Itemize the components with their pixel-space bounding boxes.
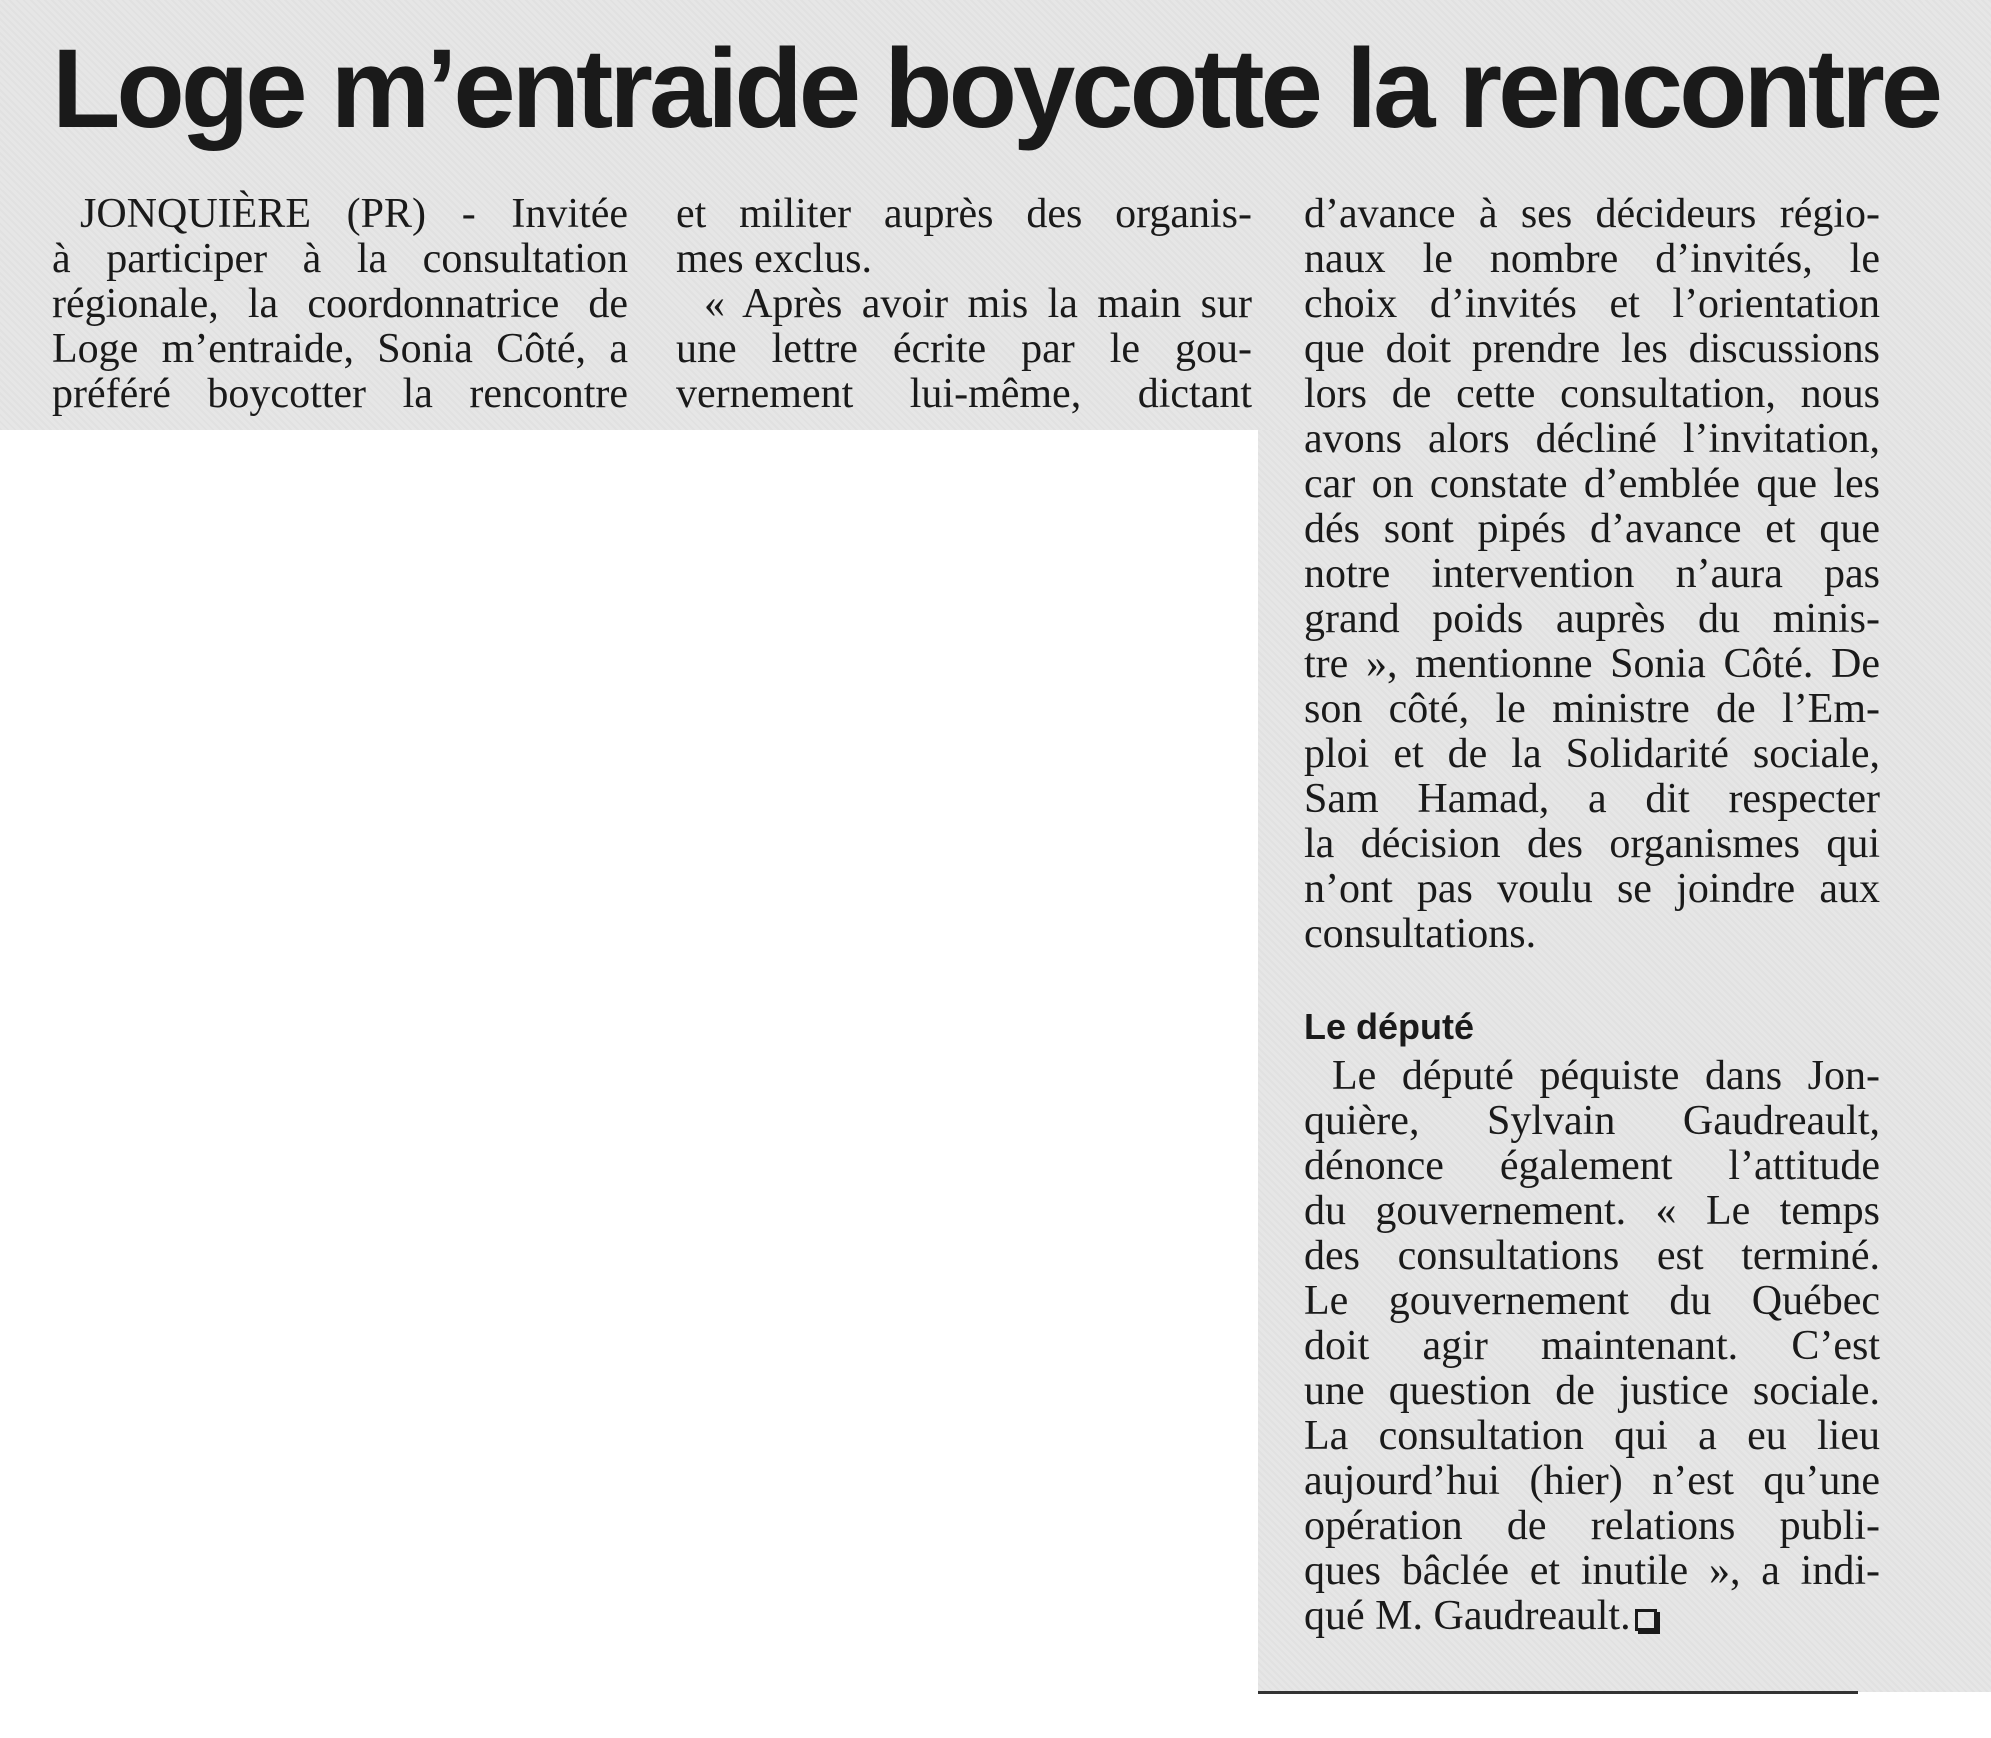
column-line: mes exclus. — [676, 236, 872, 282]
subhead: Le député — [1304, 1006, 1475, 1047]
column-line: JONQUIÈRE (PR) - Invitée — [80, 191, 628, 237]
column-line: consultations. — [1304, 911, 1537, 957]
column-line: une question de justice sociale. — [1304, 1368, 1880, 1414]
column-line: ploi et de la Solidarité sociale, — [1304, 731, 1880, 777]
column-line: la décision des organismes qui — [1304, 821, 1880, 867]
column-line: n’ont pas voulu se joindre aux — [1304, 866, 1880, 912]
column-line: préféré boycotter la rencontre — [52, 371, 628, 417]
column-line: que doit prendre les discussions — [1304, 326, 1880, 372]
column-line: d’avance à ses décideurs régio- — [1304, 191, 1880, 237]
column-line: opération de relations publi- — [1304, 1503, 1880, 1549]
column-line: des consultations est terminé. — [1304, 1233, 1880, 1279]
column-line: régionale, la coordonnatrice de — [52, 281, 628, 327]
column-line: aujourd’hui (hier) n’est qu’une — [1304, 1458, 1880, 1504]
column-line: dénonce également l’attitude — [1304, 1143, 1880, 1189]
column-line: car on constate d’emblée que les — [1304, 461, 1880, 507]
column-line: Sam Hamad, a dit respecter — [1304, 776, 1880, 822]
column-line: doit agir maintenant. C’est — [1304, 1323, 1880, 1369]
closing-sentence: qué M. Gaudreault. — [1304, 1593, 1631, 1639]
column-line: La consultation qui a eu lieu — [1304, 1413, 1880, 1459]
headline: Loge m’entraide boycotte la rencontre — [52, 26, 1940, 151]
column-line: à participer à la consultation — [52, 236, 628, 282]
article-end-rule — [1258, 1691, 1858, 1694]
column-1 — [52, 192, 628, 417]
column-line: quière, Sylvain Gaudreault, — [1304, 1098, 1880, 1144]
column-line: avons alors décliné l’invitation, — [1304, 416, 1880, 462]
column-line: choix d’invités et l’orientation — [1304, 281, 1880, 327]
column-line: dés sont pipés d’avance et que — [1304, 506, 1880, 552]
column-line: son côté, le ministre de l’Em- — [1304, 686, 1880, 732]
column-3 — [1304, 192, 1880, 957]
column-line: notre intervention n’aura pas — [1304, 551, 1880, 597]
column-line-final — [1304, 1594, 1880, 1639]
column-line: Le gouvernement du Québec — [1304, 1278, 1880, 1324]
column-line: vernement lui-même, dictant — [676, 371, 1252, 417]
column-line: grand poids auprès du minis- — [1304, 596, 1880, 642]
column-line: naux le nombre d’invités, le — [1304, 236, 1880, 282]
column-line: une lettre écrite par le gou- — [676, 326, 1252, 372]
column-line: tre », mentionne Sonia Côté. De — [1304, 641, 1880, 687]
column-line: et militer auprès des organis- — [676, 191, 1252, 237]
column-2 — [676, 192, 1252, 417]
column-line: « Après avoir mis la main sur — [704, 281, 1252, 327]
column-line: Le député péquiste dans Jon- — [1332, 1053, 1880, 1099]
column-line: ques bâclée et inutile », a indi- — [1304, 1548, 1880, 1594]
column-line: Loge m’entraide, Sonia Côté, a — [52, 326, 628, 372]
end-of-article-icon — [1635, 1609, 1657, 1631]
column-line: du gouvernement. « Le temps — [1304, 1188, 1880, 1234]
column-line: lors de cette consultation, nous — [1304, 371, 1880, 417]
column-3-continued — [1304, 1054, 1880, 1639]
